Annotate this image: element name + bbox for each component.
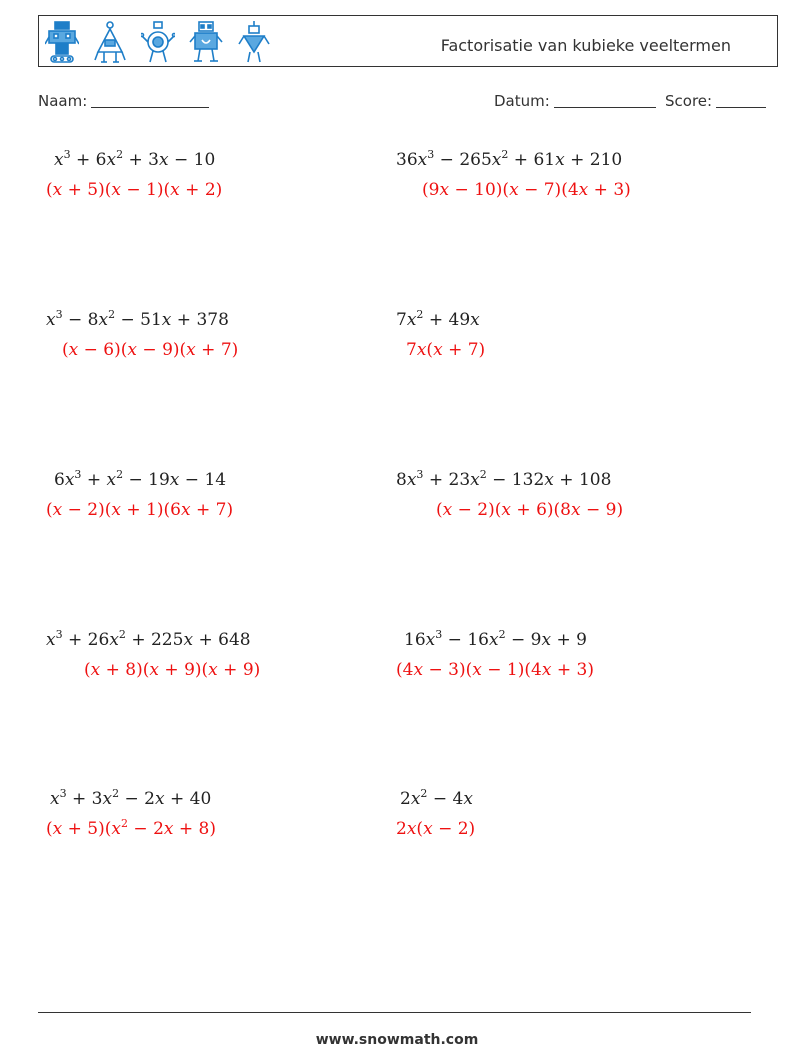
- problem-answer: (9x − 10)(x − 7)(4x + 3): [422, 180, 631, 200]
- problem-answer: (x − 2)(x + 1)(6x + 7): [46, 500, 234, 520]
- problem-expression: $7x^2 + 49x$: [396, 308, 480, 330]
- problem-answer: 7x(x + 7): [406, 340, 486, 360]
- problem-expression: $x^3 + 26x^2 + 225x + 648$: [46, 628, 251, 650]
- problem-answer: (4x − 3)(x − 1)(4x + 3): [396, 660, 594, 680]
- date-line[interactable]: [554, 93, 656, 108]
- problem-expression: $6x^3 + x^2 - 19x - 14$: [54, 468, 227, 490]
- footer-rule: [38, 1012, 751, 1013]
- problem-answer: $(x + 5)(x^2 - 2x + 8)$: [46, 817, 217, 839]
- problem-answer: 2x(x − 2): [396, 819, 476, 839]
- problem-expression: $36x^3 - 265x^2 + 61x + 210$: [396, 148, 623, 170]
- problem-answer: (x + 8)(x + 9)(x + 9): [84, 660, 261, 680]
- name-field[interactable]: [38, 92, 209, 110]
- problem-answer: (x − 6)(x − 9)(x + 7): [62, 340, 239, 360]
- robot-5-icon: [237, 20, 271, 64]
- footer-url[interactable]: www.snowmath.com: [315, 1032, 479, 1048]
- robot-4-icon: [189, 20, 223, 64]
- problem-expression: $16x^3 - 16x^2 - 9x + 9$: [404, 628, 587, 650]
- score-line[interactable]: [716, 93, 766, 108]
- score-field[interactable]: [665, 92, 766, 110]
- sheet-title: Factorisatie van kubieke veeltermen: [440, 36, 731, 55]
- problem-expression: $8x^3 + 23x^2 - 132x + 108$: [396, 468, 612, 490]
- robot-3-icon: [141, 20, 175, 64]
- problem-answer: (x − 2)(x + 6)(8x − 9): [436, 500, 624, 520]
- problem-expression: $x^3 + 6x^2 + 3x - 10$: [54, 148, 216, 170]
- robot-icons: [45, 20, 271, 64]
- header-box: [38, 15, 778, 67]
- date-label: Datum:: [494, 92, 550, 110]
- date-field[interactable]: [494, 92, 656, 110]
- robot-1-icon: [45, 20, 79, 64]
- problem-expression: $2x^2 - 4x$: [400, 787, 473, 809]
- name-line[interactable]: [91, 93, 209, 108]
- score-label: Score:: [665, 92, 713, 110]
- problem-expression: $x^3 + 3x^2 - 2x + 40$: [50, 787, 212, 809]
- name-label: Naam:: [38, 92, 88, 110]
- problem-expression: $x^3 - 8x^2 - 51x + 378$: [46, 308, 229, 330]
- problem-answer: (x + 5)(x − 1)(x + 2): [46, 180, 223, 200]
- robot-2-icon: [93, 20, 127, 64]
